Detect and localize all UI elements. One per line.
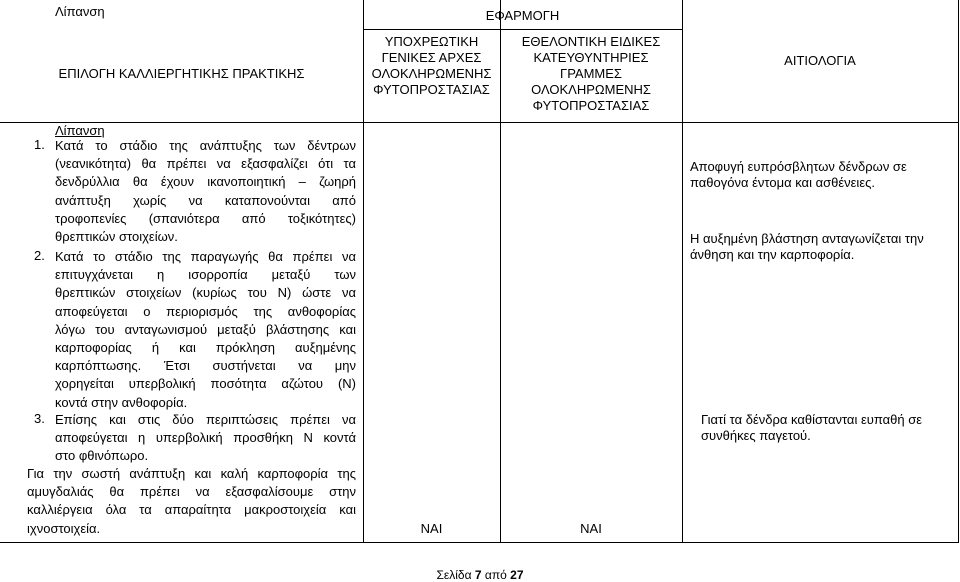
item-2-line: λόγω του ανταγωνισμού μεταξύ βλάστησης και <box>55 321 356 337</box>
page-footer <box>0 568 960 582</box>
footer-page-word: Σελίδα <box>436 568 472 582</box>
item-3-line: Επίσης και στις δύο περιπτώσεις πρέπει να <box>55 412 356 427</box>
item-2-line: καρποφορίας ή και πρόκληση αυξημένης <box>55 339 356 355</box>
item-1-line: Κατά το στάδιο της ανάπτυξης των δέντρων <box>55 138 356 153</box>
header-voluntary: ΕΘΕΛΟΝΤΙΚΗ ΕΙΔΙΚΕΣ ΚΑΤΕΥΘΥΝΤΗΡΙΕΣ ΓΡΑΜΜΕΣ ΟΛΟΚΛΗΡΩΜΕΝΗΣ ΦΥΤΟΠΡΟΣΤΑΣΙΑΣ <box>521 34 661 113</box>
item-3-number: 3. <box>34 411 45 426</box>
item-2-line: καρπόπτωσης. Έτσι συστήνεται να μην <box>55 358 356 374</box>
item-1-line: τροφοπενίες (σπανιότερα από τοξικότητες) <box>55 210 356 226</box>
closing-line: καλλιέργεια όλα τα απαραίτητα μακροστοιχεία και <box>27 502 356 518</box>
reason-3: Γιατί τα δένδρα καθίστανται ευπαθή σε συνθήκες παγετού. <box>701 412 923 443</box>
col-divider-right <box>958 0 959 542</box>
item-2-line: αποφεύγεται ο περιορισμός της ανθοφορίας <box>55 303 356 319</box>
reason-1: Αποφυγή ευπρόσβλητων δένδρων σε παθογόνα έντομα και ασθένειες. <box>690 159 907 190</box>
body-subtitle: Λίπανση <box>55 123 105 138</box>
item-1-line: δενδρύλλια θα έχουν ικανοποιητική – ζωηρή <box>55 174 356 190</box>
item-2-line: θρεπτικών στοιχείων (κυρίως του N) ώστε να <box>55 285 356 301</box>
item-2-number: 2. <box>34 248 45 263</box>
footer-page-current: 7 <box>474 568 482 582</box>
header-aitiologia: ΑΙΤΙΟΛΟΓΙΑ <box>784 53 856 68</box>
item-2-line: επιτυγχάνεται η ισορροπία μεταξύ των <box>55 267 356 283</box>
item-2 <box>34 248 356 412</box>
item-2-line: χορηγείται υπερβολική ποσότητα αζώτου (N) <box>55 376 356 392</box>
mandatory-yes: ΝΑΙ <box>420 521 443 536</box>
closing-paragraph <box>27 465 356 538</box>
header-lipansi: Λίπανση <box>55 4 105 19</box>
item-2-line: κοντά στην ανθοφορία. <box>55 394 188 410</box>
footer-page-of: από <box>484 568 507 582</box>
reason-2: Η αυξημένη βλάστηση ανταγωνίζεται την άνθηση και την καρποφορία. <box>690 231 924 262</box>
item-3-line: στο φθινόπωρο. <box>55 448 149 464</box>
closing-line: αμυγδαλιάς θα πρέπει να εξασφαλίσουμε στην <box>27 484 356 500</box>
closing-line: Για την σωστή ανάπτυξη και καλή καρποφορία της <box>27 466 356 481</box>
row-divider-header <box>0 122 959 123</box>
col-divider-3 <box>682 0 683 542</box>
header-epilogi: ΕΠΙΛΟΓΗ ΚΑΛΛΙΕΡΓΗΤΙΚΗΣ ΠΡΑΚΤΙΚΗΣ <box>58 66 305 81</box>
item-1-number: 1. <box>34 137 45 152</box>
item-1-line: ανάπτυξη χωρίς να καταπονούνται από <box>55 192 356 208</box>
header-mandatory: ΥΠΟΧΡΕΩΤΙΚΗ ΓΕΝΙΚΕΣ ΑΡΧΕΣ ΟΛΟΚΛΗΡΩΜΕΝΗΣ ΦΥΤΟΠΡΟΣΤΑΣΙΑΣ <box>371 34 492 97</box>
closing-line: ιχνοστοιχεία. <box>27 520 101 536</box>
col-divider-2 <box>500 0 501 542</box>
col-divider-1 <box>363 0 364 542</box>
row-divider-efarmogi <box>363 29 682 30</box>
footer-page-total: 27 <box>510 568 524 582</box>
row-divider-bottom <box>0 542 959 543</box>
item-3-line: αποφεύγεται η υπερβολική προσθήκη N κοντά <box>55 430 356 446</box>
item-2-line: Κατά το στάδιο της παραγωγής θα πρέπει να <box>55 249 356 264</box>
item-1 <box>34 137 356 246</box>
item-3 <box>34 411 356 466</box>
header-efarmogi: ΕΦΑΡΜΟΓΗ <box>485 8 560 23</box>
item-1-line: θρεπτικών στοιχείων. <box>55 228 178 244</box>
item-1-line: (νεανικότητα) θα πρέπει να εξασφαλίζει ότι τα <box>55 156 356 172</box>
voluntary-yes: ΝΑΙ <box>580 521 602 536</box>
